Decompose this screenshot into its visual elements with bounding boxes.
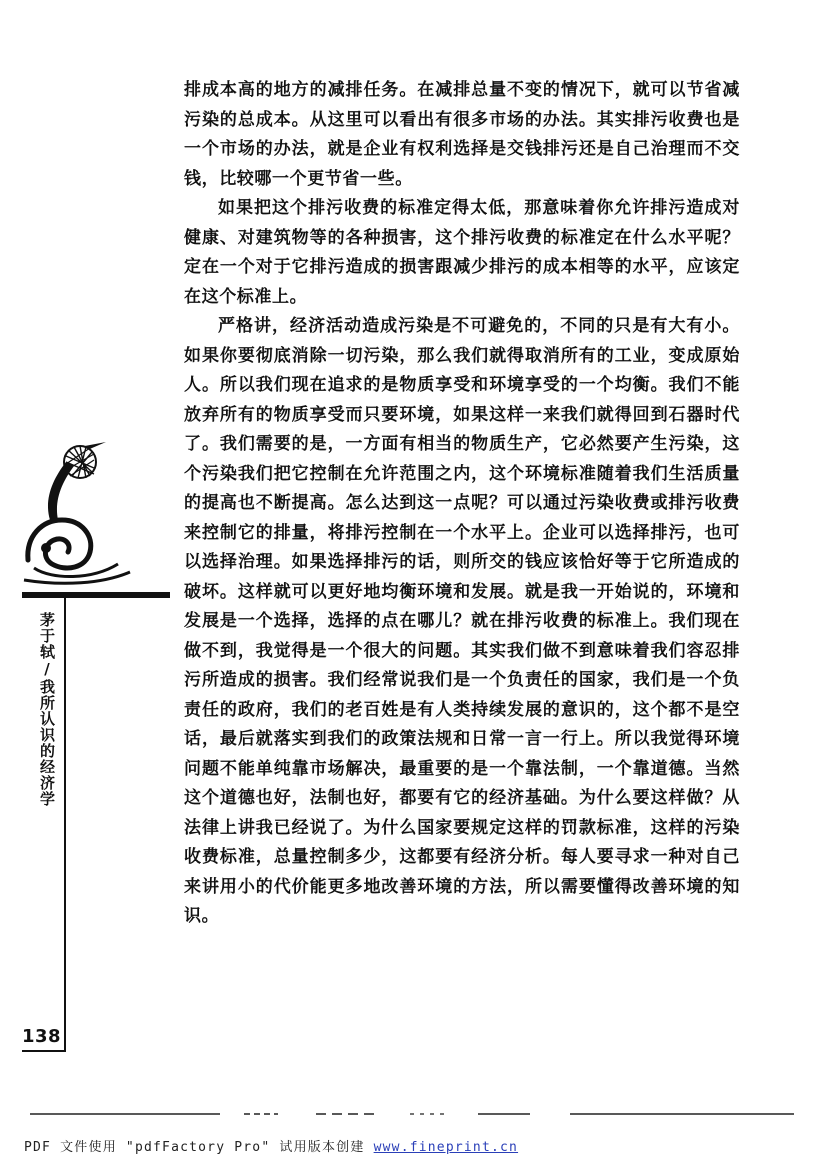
paragraph-3: 严格讲，经济活动造成污染是不可避免的，不同的只是有大有小。如果你要彻底消除一切污染，那么我们就得取消所有的工业，变成原始人。所以我们现在追求的是物质享受和环境享受的一个均衡。我们不能放弃所有的物质享受而只要环境，如果这样一来我们就得回到石器时代了。我们需要的是，一方面有相当的物质生产，它必然要产生污染，这个污染我们把它控制在允许范围之内，这个环境标准随着我们生活质量的提高也不断提高。怎么达到这一点呢？可以通过污染收费或排污收费来控制它的排量，将排污控制在一个水平上。企业可以选择排污，也可以选择治理。如果选择排污的话，则所交的钱应该恰好等于它所造成的破坏。这样就可以更好地均衡环境和发展。就是我一开始说的，环境和发展是一个选择，选择的点在哪儿？就在排污收费的标准上。我们现在做不到，我觉得是一个很大的问题。其实我们做不到意味着我们容忍排污所造成的损害。我们经常说我们是一个负责任的国家，我们是一个负责任的政府，我们的老百姓是有人类持续发展的意识的，这个都不是空话，最后就落实到我们的政策法规和日常一言一行上。所以我觉得环境问题不能单纯靠市场解决，最重要的是一个靠法制，一个靠道德。当然这个道德也好，法制也好，都要有它的经济基础。为什么要这样做？从法律上讲我已经说了。为什么国家要规定这样的罚款标准，这样的污染收费标准，总量控制多少，这都要有经济分析。每人要寻求一种对自己来讲用小的代价能更多地改善环境的方法，所以需要懂得改善环境的知识。 [184, 316, 740, 926]
sidebar-rule-vertical [64, 596, 66, 1052]
page-number: 138 [22, 1026, 62, 1047]
page-number-rule [22, 1050, 66, 1052]
running-title: 茅于轼/我所认识的经济学 [38, 612, 56, 807]
footer-link[interactable]: www.fineprint.cn [373, 1140, 519, 1155]
sidebar-rule-horizontal [22, 592, 170, 598]
paragraph-2: 如果把这个排污收费的标准定得太低，那意味着你允许排污造成对健康、对建筑物等的各种损害，这个排污收费的标准定在什么水平呢？定在一个对于它排污造成的损害跟减少排污的成本相等的水平，应该定在这个标准上。 [184, 198, 740, 307]
paragraph-1: 排成本高的地方的减排任务。在减排总量不变的情况下，就可以节省减污染的总成本。从这里可以看出有很多市场的办法。其实排污收费也是一个市场的办法，就是企业有权利选择是交钱排污还是自己治理而不交钱，比较哪一个更节省一些。 [184, 80, 740, 189]
footer-text: PDF 文件使用 "pdfFactory Pro" 试用版本创建 [24, 1140, 374, 1155]
bottom-divider [30, 1112, 794, 1116]
pdf-footer [24, 1136, 518, 1155]
main-text [184, 76, 740, 932]
bird-ornament-icon [22, 440, 132, 590]
